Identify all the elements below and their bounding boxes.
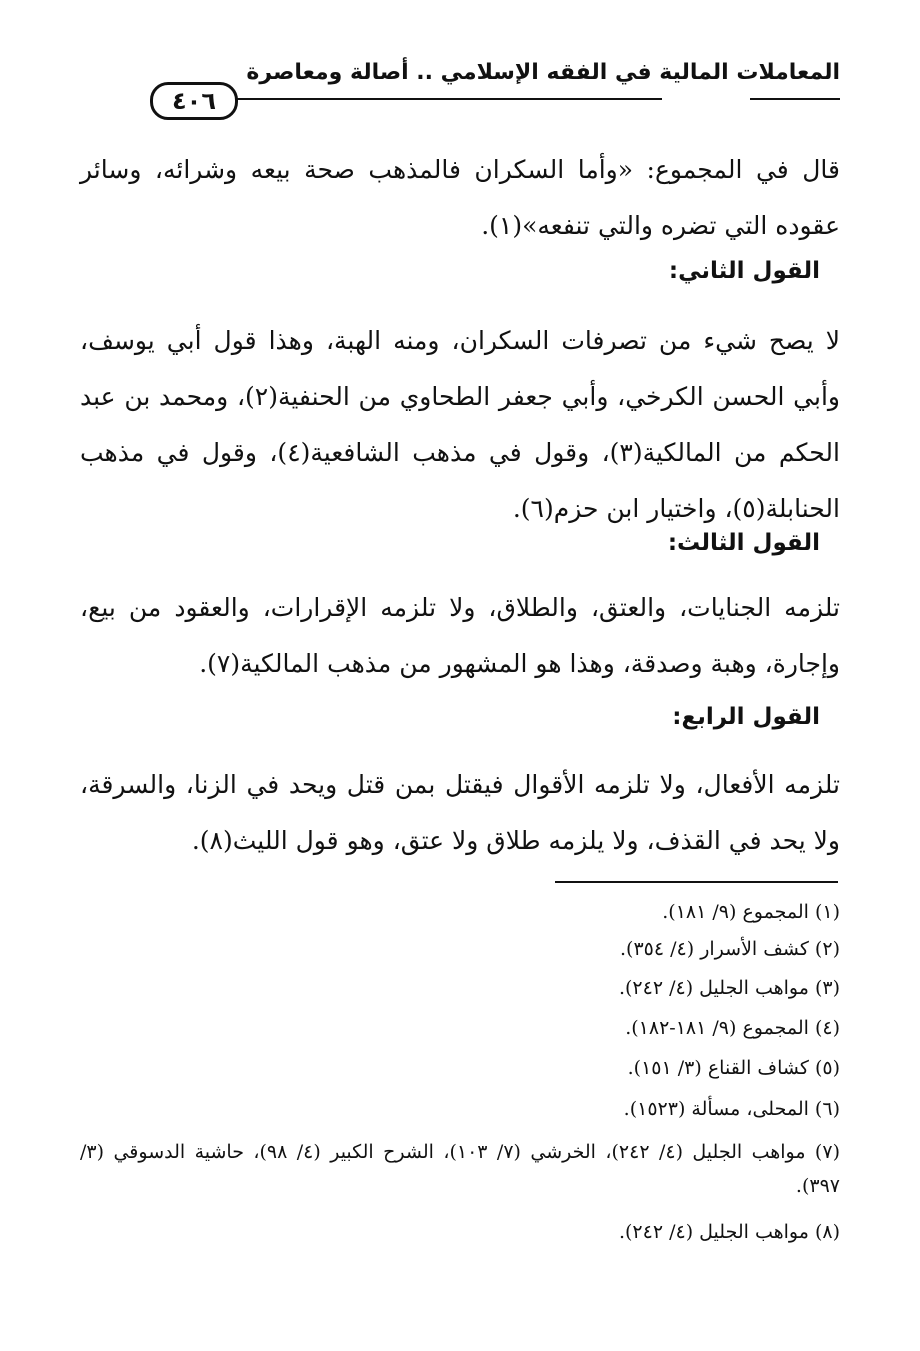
running-title: المعاملات المالية في الفقه الإسلامي .. أصالة ومعاصرة: [246, 60, 840, 85]
heading-third-opinion: القول الثالث:: [667, 530, 820, 556]
footnote-7: (٧) مواهب الجليل (٤/ ٢٤٢)، الخرشي (٧/ ١٠٣)، الشرح الكبير (٤/ ٩٨)، حاشية الدسوقي (٣/ ٣٩٧).: [80, 1141, 840, 1197]
footnote-6: (٦) المحلى، مسألة (١٥٢٣).: [623, 1098, 840, 1120]
footnote-1: (١) المجموع (٩/ ١٨١).: [662, 901, 840, 923]
paragraph-third-opinion: تلزمه الجنايات، والعتق، والطلاق، ولا تلزمه الإقرارات، والعقود من بيع، وإجارة، وهبة وصدقة، وهذا هو المشهور من مذهب المالكية(٧).: [80, 593, 840, 678]
footnote-4: (٤) المجموع (٩/ ١٨١-١٨٢).: [625, 1017, 840, 1039]
header-rule-right: [750, 98, 840, 100]
paragraph-intro: قال في المجموع: «وأما السكران فالمذهب صحة بيعه وشرائه، وسائر عقوده التي تضره والتي تنفعه»(١).: [80, 155, 840, 240]
header-rule-left: [228, 98, 662, 100]
page-header: [78, 60, 840, 115]
footnote-2: (٢) كشف الأسرار (٤/ ٣٥٤).: [620, 938, 840, 960]
footnote-5: (٥) كشاف القناع (٣/ ١٥١).: [627, 1057, 840, 1079]
heading-second-opinion: القول الثاني:: [668, 258, 820, 284]
paragraph-fourth-opinion: تلزمه الأفعال، ولا تلزمه الأقوال فيقتل بمن قتل ويحد في الزنا، والسرقة، ولا يحد في القذف، ولا يلزمه طلاق ولا عتق، وهو قول الليث(٨).: [80, 770, 840, 855]
heading-fourth-opinion: القول الرابع:: [672, 704, 820, 730]
footnote-separator: [555, 881, 838, 883]
page-number: ٤٠٦: [150, 82, 238, 120]
paragraph-second-opinion: لا يصح شيء من تصرفات السكران، ومنه الهبة، وهذا قول أبي يوسف، وأبي الحسن الكرخي، وأبي جعفر الطحاوي من الحنفية(٢)، ومحمد بن عبد الحكم من المالكية(٣)، وقول في مذهب الشافعية(٤)، وقول في مذهب الحنابلة(٥)، واختيار ابن حزم(٦).: [80, 326, 840, 523]
footnote-3: (٣) مواهب الجليل (٤/ ٢٤٢).: [618, 977, 840, 999]
footnote-8: (٨) مواهب الجليل (٤/ ٢٤٢).: [618, 1221, 840, 1243]
